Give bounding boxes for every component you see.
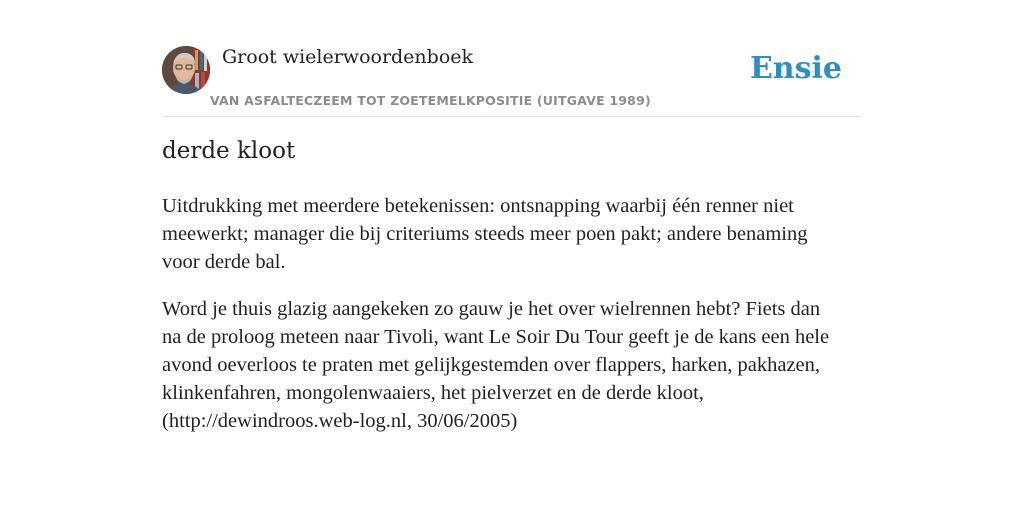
page-header xyxy=(162,46,862,117)
paragraph-line: Word je thuis glazig aangekeken zo gauw je het over wielrennen hebt? Fiets dan xyxy=(162,298,821,320)
author-portrait-icon xyxy=(162,46,210,94)
book-subtitle: VAN ASFALTECZEEM TOT ZOETEMELKPOSITIE (UITGAVE 1989) xyxy=(210,93,651,108)
entry-title: derde kloot xyxy=(162,138,296,164)
definition-paragraph xyxy=(162,192,862,276)
paragraph-line: avond oeverloos te praten met gelijkgestemden over flappers, harken, pakhazen, xyxy=(162,354,821,376)
paragraph-line: Uitdrukking met meerdere betekenissen: ontsnapping waarbij één renner niet xyxy=(162,195,794,217)
paragraph-line: klinkenfahren, mongolenwaaiers, het pielverzet en de derde kloot, xyxy=(162,382,704,404)
ensie-logo-link[interactable]: Ensie xyxy=(749,51,842,86)
author-avatar xyxy=(162,46,210,94)
paragraph-line: na de proloog meteen naar Tivoli, want Le Soir Du Tour geeft je de kans een hele xyxy=(162,326,830,348)
paragraph-line: meewerkt; manager die bij criteriums steeds meer poen pakt; andere benaming xyxy=(162,223,808,245)
paragraph-line: voor derde bal. xyxy=(162,251,286,273)
paragraph-line: (http://dewindroos.web-log.nl, 30/06/2005) xyxy=(162,410,518,432)
quote-paragraph xyxy=(162,295,862,435)
book-title[interactable]: Groot wielerwoordenboek xyxy=(222,46,474,68)
